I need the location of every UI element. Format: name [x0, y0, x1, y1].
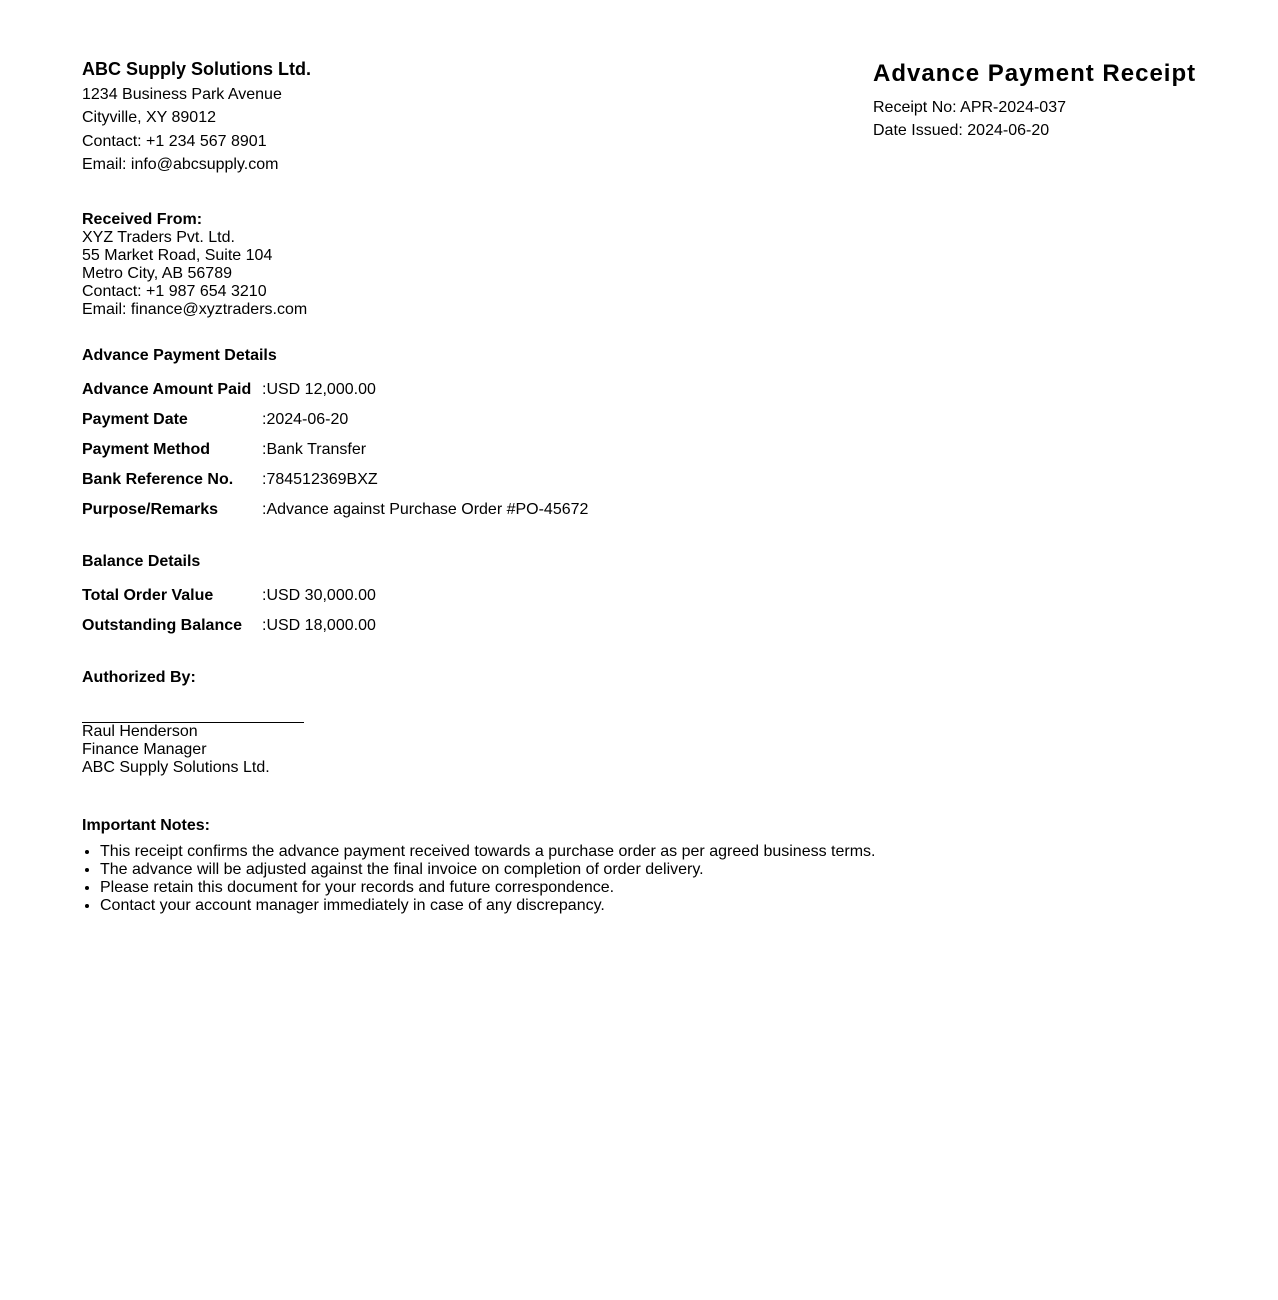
detail-separator: :	[262, 471, 267, 488]
detail-value: USD 12,000.00	[266, 381, 376, 398]
note-item: • Contact your account manager immediately in case of any discrepancy.	[100, 897, 1082, 915]
detail-label: Total Order Value	[82, 587, 214, 604]
detail-row-purpose	[82, 495, 882, 525]
authorized-by-block	[82, 669, 482, 777]
detail-row-amount-paid	[82, 375, 882, 405]
company-address-line1: 1234 Business Park Avenue	[82, 86, 282, 103]
company-contact: Contact: +1 234 567 8901	[82, 132, 267, 150]
payer-address-line2: Metro City, AB 56789	[82, 265, 232, 282]
detail-label: Payment Date	[82, 411, 188, 428]
detail-value: USD 30,000.00	[266, 587, 376, 604]
balance-details	[82, 553, 882, 641]
detail-value: Advance against Purchase Order #PO-45672	[266, 501, 589, 518]
signer-name: Raul Henderson	[82, 723, 198, 740]
note-item: • This receipt confirms the advance payment received towards a purchase order as per agreed business terms.	[100, 843, 1082, 861]
notes-heading: Important Notes:	[82, 817, 210, 834]
company-email: Email: info@abcsupply.com	[82, 156, 279, 174]
note-item: • The advance will be adjusted against the final invoice on completion of order delivery.	[100, 861, 1082, 879]
payer-name: XYZ Traders Pvt. Ltd.	[82, 229, 235, 246]
detail-value: 2024-06-20	[266, 411, 349, 428]
received-from-block	[82, 211, 682, 319]
detail-row-outstanding-balance	[82, 611, 882, 641]
detail-value: Bank Transfer	[266, 441, 367, 458]
detail-row-payment-method	[82, 435, 882, 465]
received-from-label: Received From:	[82, 211, 203, 228]
detail-label: Purpose/Remarks	[82, 501, 219, 518]
notes-list	[82, 843, 1082, 915]
detail-separator: :	[262, 381, 267, 398]
detail-separator: :	[262, 501, 267, 518]
company-block	[82, 58, 582, 177]
signer-title: Finance Manager	[82, 741, 207, 758]
authorized-by-label: Authorized By:	[82, 669, 196, 686]
signer-company: ABC Supply Solutions Ltd.	[82, 759, 270, 776]
payer-email: Email: finance@xyztraders.com	[82, 301, 308, 318]
advance-payment-details	[82, 347, 882, 525]
receipt-number: Receipt No: APR-2024-037	[873, 99, 1066, 116]
receipt-date-issued: Date Issued: 2024-06-20	[873, 122, 1050, 140]
detail-row-total-order-value	[82, 581, 882, 611]
receipt-meta-block	[873, 59, 1253, 143]
detail-separator: :	[262, 617, 267, 634]
payer-contact: Contact: +1 987 654 3210	[82, 283, 267, 300]
detail-row-payment-date	[82, 405, 882, 435]
note-item: • Please retain this document for your records and future correspondence.	[100, 879, 1082, 897]
detail-separator: :	[262, 587, 267, 604]
payer-address-line1: 55 Market Road, Suite 104	[82, 247, 273, 264]
detail-label: Payment Method	[82, 441, 211, 458]
detail-label: Outstanding Balance	[82, 617, 243, 634]
detail-label: Bank Reference No.	[82, 471, 234, 488]
detail-value: 784512369BXZ	[266, 471, 378, 488]
detail-label: Advance Amount Paid	[82, 381, 252, 398]
detail-value: USD 18,000.00	[266, 617, 376, 634]
detail-row-bank-reference	[82, 465, 882, 495]
receipt-title: Advance Payment Receipt	[873, 60, 1197, 87]
company-address-line2: Cityville, XY 89012	[82, 109, 216, 127]
detail-separator: :	[262, 411, 267, 428]
detail-separator: :	[262, 441, 267, 458]
important-notes	[82, 817, 1082, 915]
balance-details-heading: Balance Details	[82, 553, 201, 570]
payment-details-heading: Advance Payment Details	[82, 347, 277, 364]
company-name: ABC Supply Solutions Ltd.	[82, 59, 311, 79]
